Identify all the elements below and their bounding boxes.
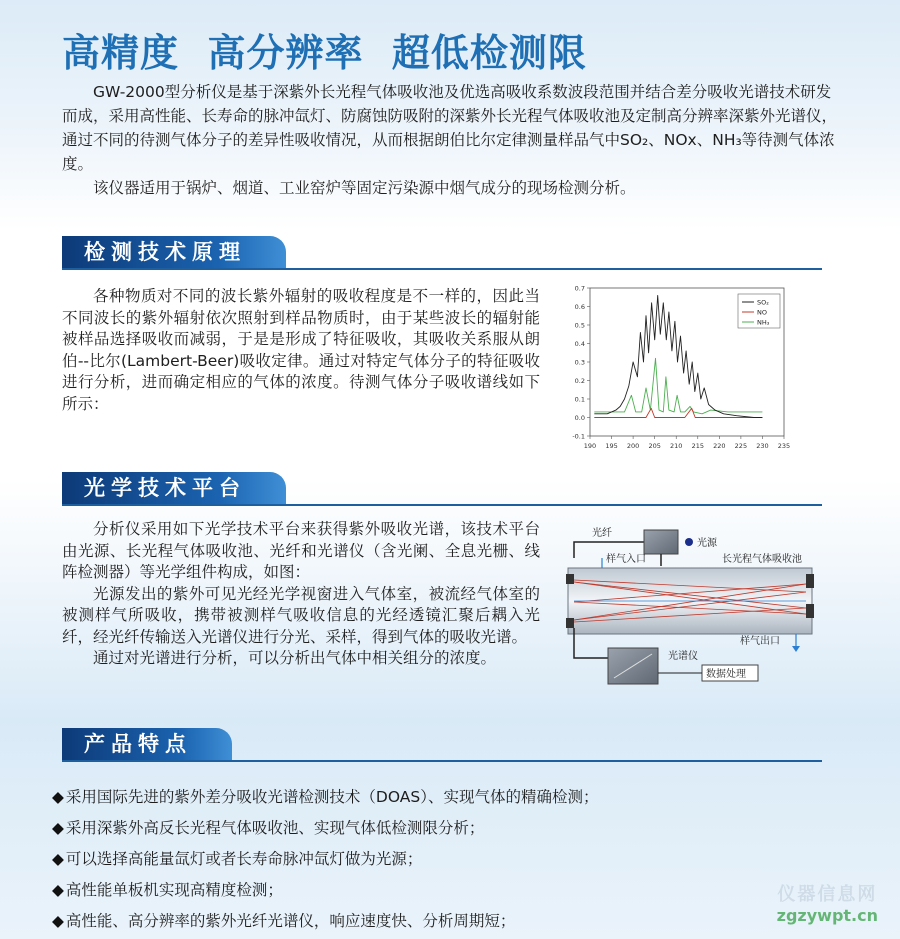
fiber-label: 光纤: [592, 528, 612, 539]
optics-paragraph: 通过对光谱进行分析，可以分析出气体中相关组分的浓度。: [93, 649, 497, 667]
outlet-arrow-icon: [792, 646, 800, 652]
x-tick-label: 220: [713, 442, 726, 450]
x-tick-label: 200: [626, 442, 640, 450]
cell-label: 长光程气体吸收池: [722, 554, 802, 565]
feature-item: [52, 782, 832, 813]
spectrum-svg: [552, 280, 802, 460]
feature-item: [52, 813, 832, 844]
bullet-icon: ◆: [52, 788, 64, 806]
principle-paragraph: 各种物质对不同的波长紫外辐射的吸收程度是不一样的，因此当不同波长的紫外辐射依次照射到样品物质时，由于某些波长的辐射能被样品选择吸收而减弱，于是是形成了特征吸收，其吸收关系服从朗伯--比尔(Lambert-Beer)吸收定律。通过对特定气体分子的特征吸收进行分析，进而确定相应的气体的浓度。待测气体分子吸收谱线如下所示：: [62, 287, 540, 413]
optics-paragraph: 分析仪采用如下光学技术平台来获得紫外吸收光谱，该技术平台由光源、长光程气体吸收池、光纤和光谱仪（含光阑、全息光栅、线阵检测器）等光学组件构成，如图：: [62, 520, 540, 581]
feature-text: 可以选择高能量氙灯或者长寿命脉冲氙灯做为光源；: [65, 850, 423, 868]
y-tick-label: 0.1: [574, 395, 585, 404]
y-tick-label: 0.2: [574, 377, 585, 385]
y-tick-label: 0.3: [574, 358, 585, 367]
sample-outlet-label: 样气出口: [740, 636, 780, 647]
optics-paragraph: 光源发出的紫外可见光经光学视窗进入气体室，被流经气体室的被测样气所吸收，携带被测样气吸收信息的光经透镜汇聚后耦入光纤，经光纤传输送入光谱仪进行分光、采样，得到气体的吸收光谱。: [62, 584, 540, 646]
bullet-icon: ◆: [52, 850, 64, 868]
bullet-icon: ◆: [52, 881, 64, 899]
bullet-icon: ◆: [52, 912, 64, 930]
data-processing-label: 数据处理: [706, 669, 746, 680]
x-tick-label: 235: [777, 442, 791, 450]
legend-label: NO: [757, 308, 767, 317]
optical-diagram-svg: [560, 522, 822, 688]
x-tick-label: 205: [648, 442, 661, 450]
intro-section: [62, 80, 842, 200]
light-source-label: 光源: [697, 538, 717, 549]
light-source-box: [644, 530, 678, 554]
y-tick-label: 0.5: [574, 321, 585, 330]
cell-mirror: [566, 618, 574, 628]
legend-label: SO₂: [757, 298, 769, 307]
x-tick-label: 225: [734, 442, 748, 450]
y-tick-label: -0.1: [572, 432, 585, 441]
feature-text: 采用国际先进的紫外差分吸收光谱检测技术（DOAS）、实现气体的精确检测；: [65, 788, 599, 806]
watermark-url: zgzywpt.cn: [776, 906, 878, 925]
section-header-features: [62, 728, 822, 762]
y-tick-label: 0.0: [574, 414, 585, 422]
watermark-text: 仪器信息网: [777, 884, 878, 905]
spectrometer-label: 光谱仪: [668, 651, 698, 662]
light-source-dot: [685, 538, 693, 546]
watermark: [777, 880, 878, 925]
sample-inlet-label: 样气入口: [606, 554, 646, 565]
cell-mirror: [566, 574, 574, 584]
feature-text: 高性能单板机实现高精度检测；: [65, 881, 283, 899]
feature-item: [52, 906, 832, 937]
x-tick-label: 210: [670, 442, 683, 450]
optical-platform-diagram: [560, 522, 822, 688]
y-tick-label: 0.6: [574, 303, 585, 311]
absorption-spectrum-chart: [552, 280, 802, 460]
feature-text: 高性能、高分辨率的紫外光纤光谱仪，响应速度快、分析周期短；: [65, 912, 516, 930]
section-header-principle: [62, 236, 822, 270]
section-title-optics: 光学技术平台: [62, 472, 286, 504]
x-tick-label: 190: [583, 442, 597, 450]
x-tick-label: 215: [691, 442, 704, 450]
y-tick-label: 0.7: [574, 284, 585, 293]
bullet-icon: ◆: [52, 819, 64, 837]
intro-paragraph: 该仪器适用于锅炉、烟道、工业窑炉等固定污染源中烟气成分的现场检测分析。: [93, 179, 636, 197]
cell-mirror: [806, 574, 814, 588]
section-title-principle: 检测技术原理: [62, 236, 286, 268]
principle-text: [62, 286, 540, 415]
page-title: 高精度 高分辨率 超低检测限: [62, 31, 587, 75]
optics-text: [62, 519, 540, 670]
features-list: [52, 782, 832, 937]
feature-text: 采用深紫外高反长光程气体吸收池、实现气体低检测限分析；: [65, 819, 485, 837]
x-tick-label: 195: [605, 442, 618, 450]
x-tick-label: 230: [756, 442, 769, 450]
intro-paragraph: GW-2000型分析仪是基于深紫外长光程气体吸收池及优选高吸收系数波段范围并结合差分吸收光谱技术研发而成，采用高性能、长寿命的脉冲氙灯、防腐蚀防吸附的深紫外长光程气体吸收池及定制高分辨率深紫外光谱仪，通过不同的待测气体分子的差异性吸收情况，从而根据朗伯比尔定律测量样品气中SO₂、NOx、NH₃等待测气体浓度。: [62, 83, 838, 173]
legend-label: NH₃: [757, 318, 770, 327]
feature-item: [52, 875, 832, 906]
section-title-features: 产品特点: [62, 728, 232, 760]
y-tick-label: 0.4: [574, 340, 585, 348]
cell-mirror: [806, 604, 814, 618]
section-header-optics: [62, 472, 822, 506]
feature-item: [52, 844, 832, 875]
